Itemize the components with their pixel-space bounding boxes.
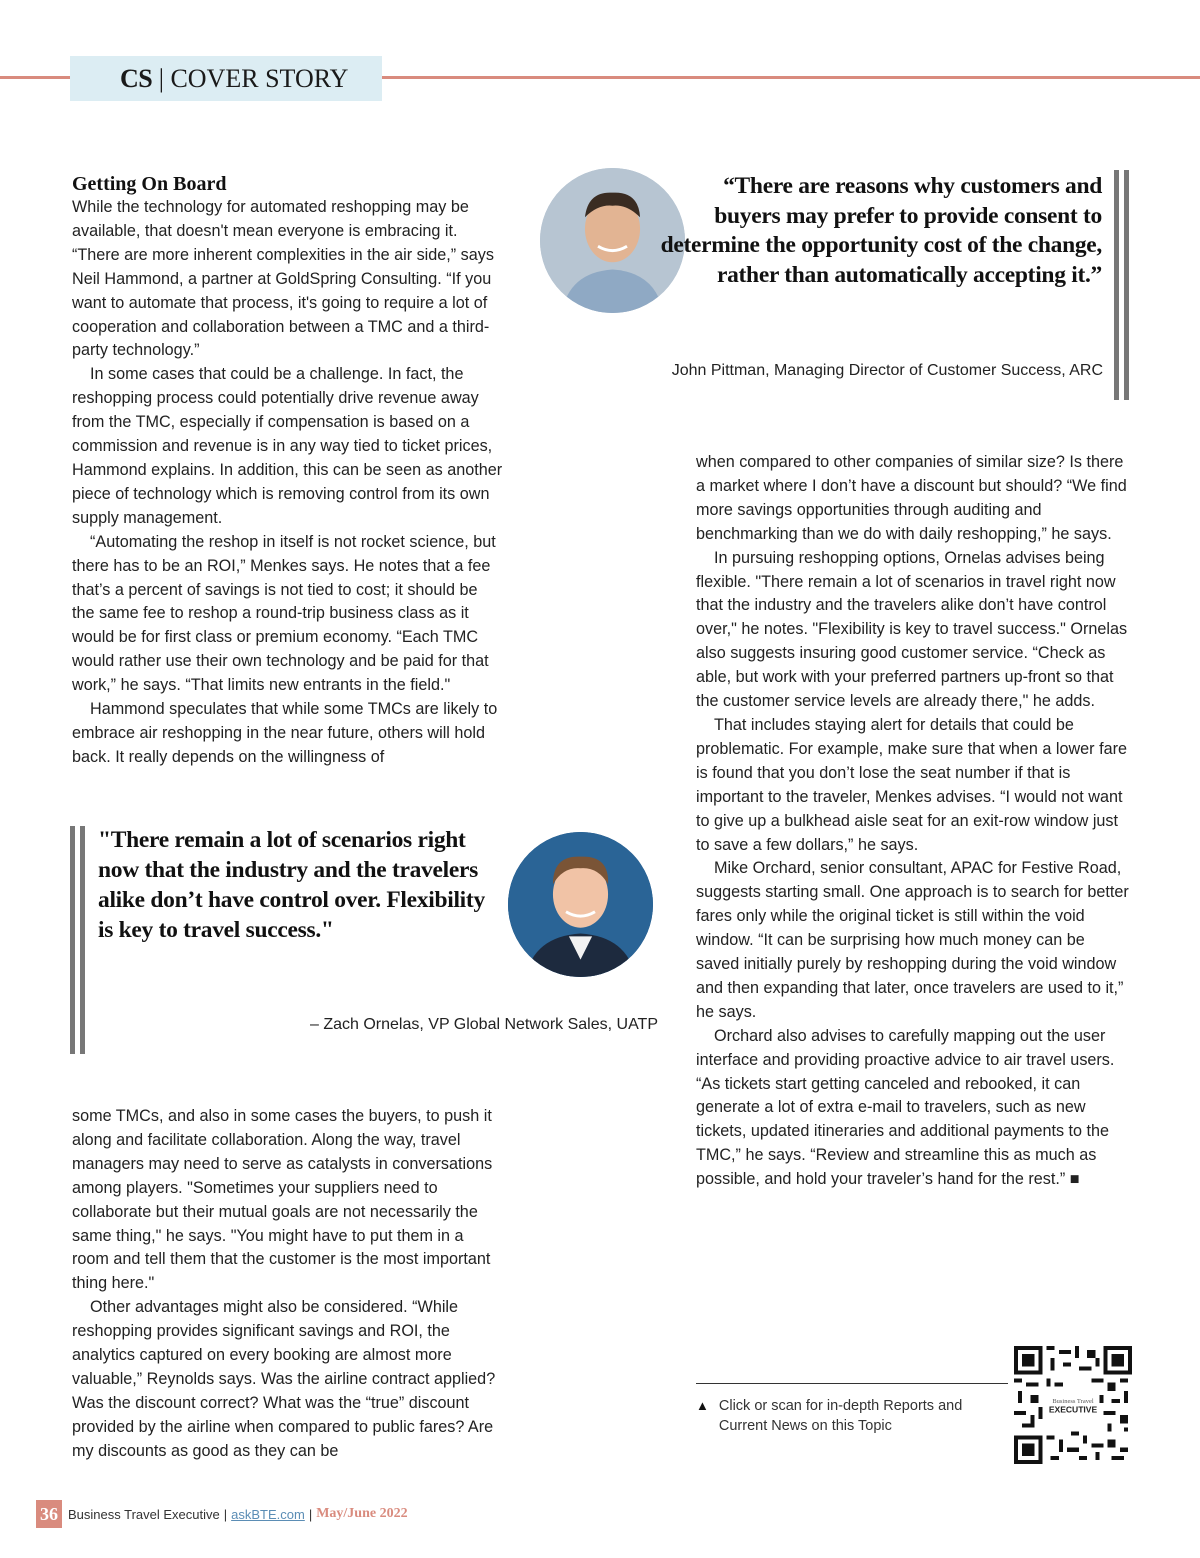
zach-ornelas-photo bbox=[508, 832, 653, 977]
left-column-top bbox=[72, 172, 504, 770]
pull-quote-ornelas: "There remain a lot of scenarios right now that the industry and the travelers alike don’t have control over. Flexibility is key to travel success." bbox=[98, 827, 485, 943]
page-number: 36 bbox=[36, 1500, 62, 1528]
paragraph: “Automating the reshop in itself is not rocket science, but there has to be an ROI,” Menkes says. He notes that a fee that’s a percent of savings is not tied to cost; it should be the same fee to reshop a round-trip business class as it would be for first class or premium economy. “Each TMC would rather use their own technology and be paid for that work,” he says. “That limits new entrants in the field." bbox=[72, 532, 496, 695]
paragraph: when compared to other companies of similar size? Is there a market where I don’t have a discount but should? “We find more savings opportunities through auditing and benchmarking than we do with daily reshopping,” he says. bbox=[696, 453, 1127, 543]
pull-quote-pittman-attribution: John Pittman, Managing Director of Customer Success, ARC bbox=[671, 362, 1103, 379]
right-column bbox=[696, 451, 1132, 1192]
section-tab bbox=[70, 56, 382, 101]
qr-logo-line: EXECUTIVE bbox=[1048, 1404, 1098, 1415]
qr-code[interactable] bbox=[1014, 1346, 1132, 1464]
qr-logo-line: Business Travel bbox=[1052, 1397, 1094, 1405]
paragraph: Hammond speculates that while some TMCs are likely to embrace air reshopping in the near future, others will hold back. It really depends on the willingness of bbox=[72, 700, 498, 766]
website-link[interactable]: askBTE.com bbox=[231, 1506, 305, 1522]
qr-code-graphic bbox=[1014, 1346, 1132, 1464]
qr-caption-link[interactable] bbox=[696, 1396, 996, 1436]
portrait-illustration bbox=[508, 832, 653, 977]
paragraph: Orchard also advises to carefully mapping out the user interface and providing proactive advice to air travel users. “As tickets start getting canceled and rebooked, it can generate a lot of extra e-mail to travelers, such as new tickets, updated itineraries and additional payments to the TMC,” he says. “Review and streamline this as much as possible, and hold your traveler’s hand for the rest.” ■ bbox=[696, 1026, 1115, 1189]
page-footer bbox=[36, 1500, 408, 1528]
paragraph: That includes staying alert for details that could be problematic. For example, make sure that when a lower fare is found that you don’t lose the seat number if that is important to the traveler, Menkes advises. “I would not want to give up a bulkhead aisle seat for an exit-row window just to save a few dollars,” he says. bbox=[696, 715, 1127, 854]
subhead: Getting On Board bbox=[72, 173, 227, 195]
footer-separator: | bbox=[308, 1506, 313, 1522]
section-abbr: CS bbox=[120, 64, 153, 93]
pull-quote-pittman: “There are reasons why customers and buyers may prefer to provide consent to determine the opportunity cost of the change, rather than automatically accepting it.” bbox=[660, 173, 1102, 289]
quote-bars-left bbox=[70, 826, 85, 1054]
paragraph: While the technology for automated reshopping may be available, that doesn't mean everyone is embracing it. “There are more inherent complexities in the air side,” says Neil Hammond, a partner at GoldSpring Consulting. “If you want to automate that process, it's going to require a lot of cooperation and collaboration between a TMC and a third-party technology.” bbox=[72, 198, 494, 360]
section-name: COVER STORY bbox=[170, 64, 349, 93]
publication-name: Business Travel Executive bbox=[68, 1506, 220, 1522]
qr-divider bbox=[696, 1383, 1008, 1384]
triangle-up-icon: ▲ bbox=[696, 1398, 709, 1413]
paragraph: In some cases that could be a challenge. In fact, the reshopping process could potentially drive revenue away from the TMC, especially if compensation is based on a commission and revenue is in any way tied to ticket prices, Hammond explains. In addition, this can be seen as another piece of technology which is removing control from its own supply management. bbox=[72, 365, 503, 527]
paragraph: In pursuing reshopping options, Ornelas advises being flexible. "There remain a lot of scenarios in travel right now that the industry and the travelers alike don’t have control over," he notes. "Flexibility is key to travel success." Ornelas also suggests insuring good customer service. “Check as able, but work with your preferred partners up-front so that the customer service levels are already there," he adds. bbox=[696, 548, 1128, 711]
qr-caption-text: Click or scan for in-depth Reports and Current News on this Topic bbox=[718, 1398, 963, 1434]
paragraph: Other advantages might also be considered. “While reshopping provides significant savings and ROI, the analytics captured on every booking are almost more valuable,” Reynolds says. Was the airline contract applied? Was the discount correct? What was the “true” discount provided by the airline when compared to public fares? Are my discounts as good as they can be bbox=[72, 1298, 496, 1460]
quote-bars-right bbox=[1114, 170, 1129, 400]
paragraph: Mike Orchard, senior consultant, APAC for Festive Road, suggests starting small. One approach is to search for better fares only while the original ticket is still within the void window. “It can be surprising how much money can be saved initially purely by reshopping during the void window and then expanding that later, once travelers are used to it,” he says. bbox=[696, 859, 1129, 1021]
pull-quote-ornelas-attribution: – Zach Ornelas, VP Global Network Sales, UATP bbox=[310, 1016, 658, 1033]
left-column-bottom bbox=[72, 1105, 504, 1464]
section-separator: | bbox=[158, 64, 164, 93]
footer-separator: | bbox=[223, 1506, 228, 1522]
paragraph: some TMCs, and also in some cases the buyers, to push it along and facilitate collaboration. Along the way, travel managers may need to serve as catalysts in conversations among players. "Sometimes your suppliers need to collaborate but their mutual goals are not necessarily the same thing," he says. "You might have to put them in a room and tell them that the customer is the most important thing here." bbox=[72, 1107, 493, 1293]
issue-date: May/June 2022 bbox=[316, 1506, 408, 1521]
